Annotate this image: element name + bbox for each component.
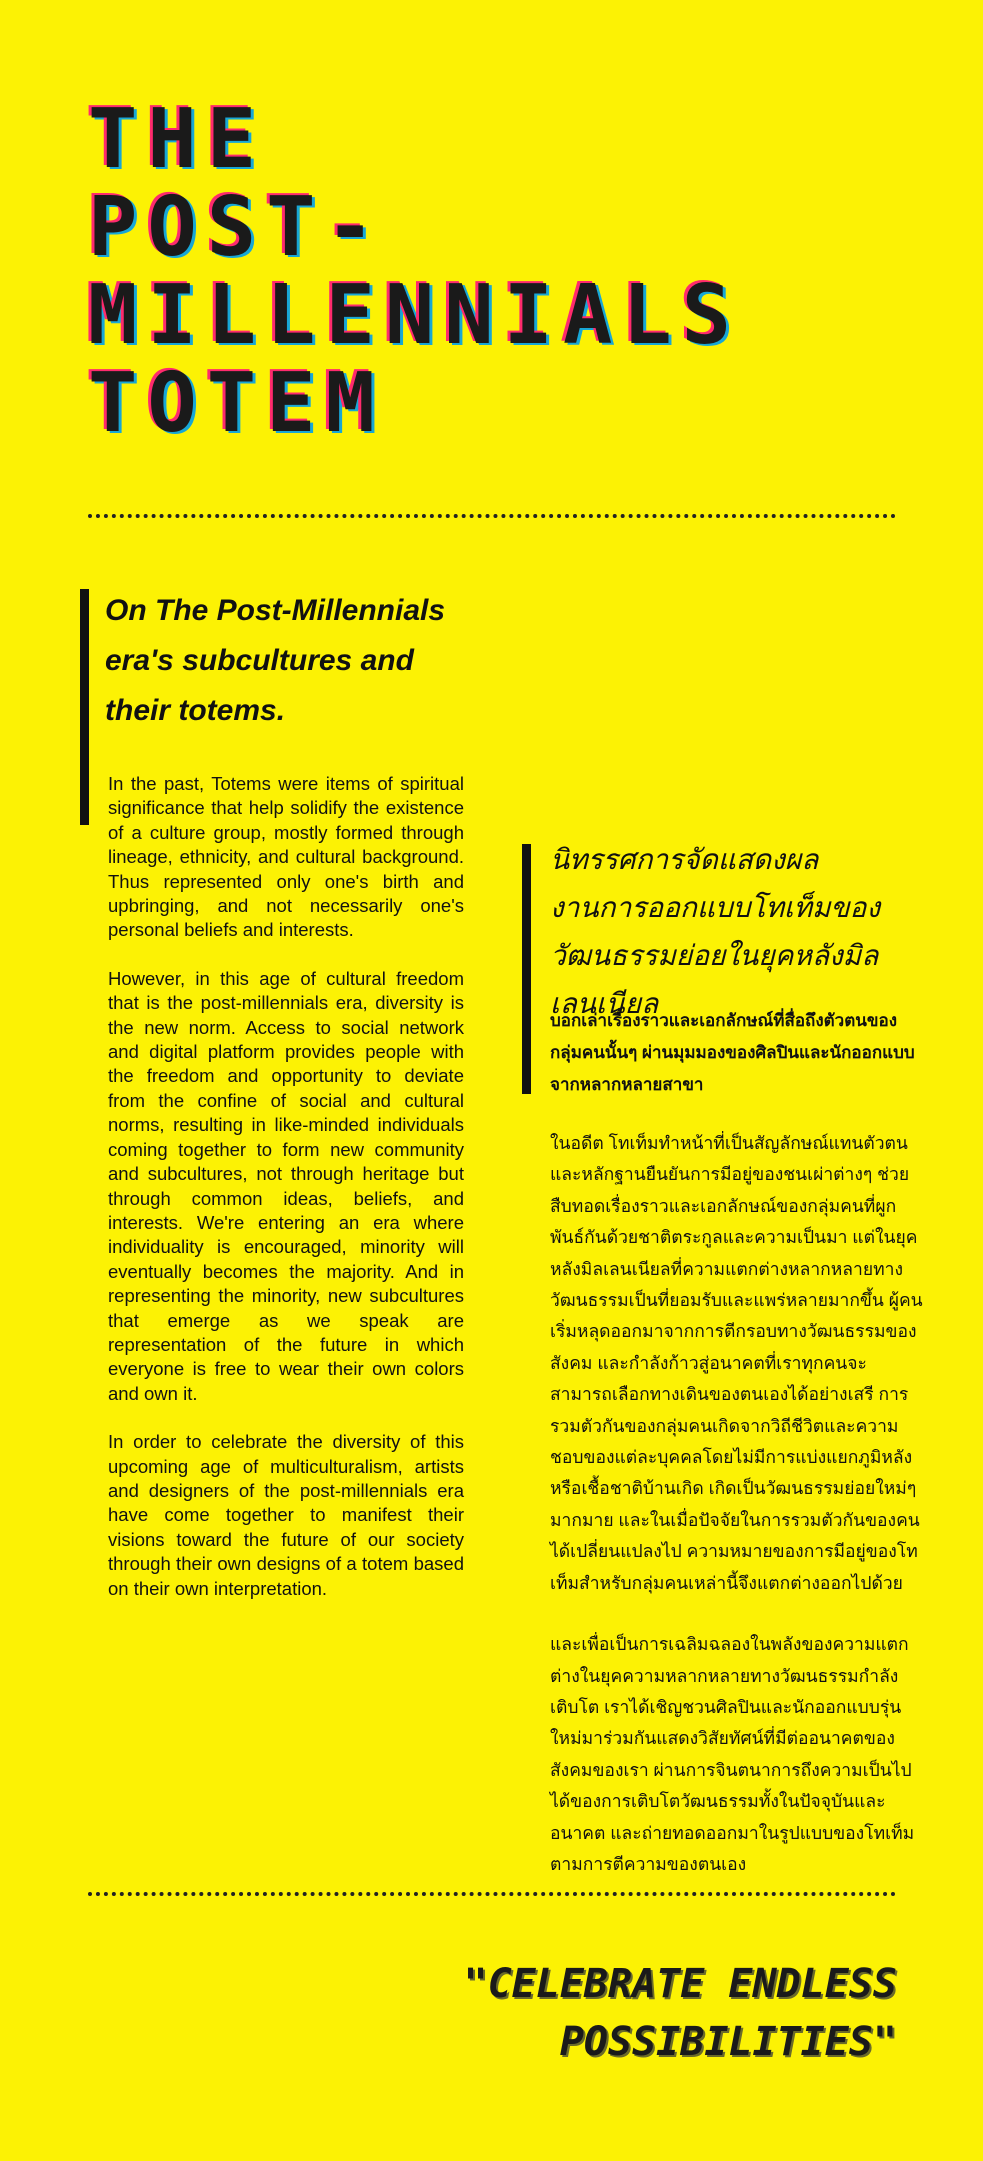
thai-subtitle: บอกเล่าเรื่องราวและเอกลักษณ์ที่สื่อถึงตัวตนของกลุ่มคนนั้นๆ ผ่านมุมมองของศิลปินและนักออกแบบจากหลากหลายสาขา (550, 1011, 915, 1094)
english-body (108, 772, 464, 1625)
english-paragraph-3: In order to celebrate the diversity of this upcoming age of multiculturalism, artists and designers of the post-millennials era have come together to manifest their visions toward the future of our society through their own designs of a totem based on their own interpretation. (108, 1431, 464, 1599)
closing-quote (464, 1955, 897, 2071)
dotted-divider-top (88, 514, 896, 518)
title-line-2: POST- (88, 180, 385, 275)
dotted-divider-bottom (88, 1892, 896, 1896)
quote-line-2: POSSIBILITIES" (559, 2019, 897, 2065)
thai-intro-heading: นิทรรศการจัดแสดงผลงานการออกแบบโทเท็มของวัฒนธรรมย่อยในยุคหลังมิลเลนเนียล (550, 844, 881, 1019)
title-line-1: THE (88, 92, 267, 187)
english-paragraph-2: However, in this age of cultural freedom that is the post-millennials era, diversity is the new norm. Access to social network and digital platform provides people with the freedom and opportunity to deviate from the confine of social and cultural norms, resulting in like-minded individuals coming together to form new community and subcultures, not through heritage but through common ideas, beliefs, and interests. We're entering an era where individuality is encouraged, minority will eventually becomes the majority. And in representing the minority, new subcultures that emerge as we speak are representation of the future in which everyone is free to wear their own colors and own it. (108, 967, 464, 1404)
title-line-4: TOTEM (88, 356, 385, 451)
english-intro-heading: On The Post-Millennials era's subcultures and their totems. (105, 594, 446, 727)
thai-paragraph-2: และเพื่อเป็นการเฉลิมฉลองในพลังของความแตกต่างในยุคความหลากหลายทางวัฒนธรรมกำลังเติบโต เราได้เชิญชวนศิลปินและนักออกแบบรุ่นใหม่มาร่วมกันแสดงวิสัยทัศน์ที่มีต่ออนาคตของสังคมของเรา ผ่านการจินตนาการถึงความเป็นไปได้ของการเติบโตวัฒนธรรมทั้งในปัจจุบันและอนาคต และถ่ายทอดออกมาในรูปแบบของโทเท็มตามการตีความของตนเอง (550, 1634, 915, 1874)
english-accent-bar (80, 589, 89, 825)
english-paragraph-1: In the past, Totems were items of spiritual significance that help solidify the existence of a culture group, mostly formed through lineage, ethnicity, and cultural background. Thus represented only one's birth and upbringing, and not necessarily one's personal beliefs and interests. (108, 773, 464, 941)
title-line-3: MILLENNIALS (88, 268, 742, 363)
page-title (88, 92, 742, 451)
thai-accent-bar (522, 844, 531, 1094)
thai-paragraph-1: ในอดีต โทเท็มทำหน้าที่เป็นสัญลักษณ์แทนตัวตน และหลักฐานยืนยันการมีอยู่ของชนเผ่าต่างๆ ช่วยสืบทอดเรื่องราวและเอกลักษณ์ของกลุ่มคนที่ผูกพันธ์กันด้วยชาติตระกูลและความเป็นมา แต่ในยุคหลังมิลเลนเนียลที่ความแตกต่างหลากหลายทางวัฒนธรรมเป็นที่ยอมรับและแพร่หลายมากขึ้น ผู้คนเริ่มหลุดออกมาจากการตีกรอบทางวัฒนธรรมของสังคม และกำลังก้าวสู่อนาคตที่เราทุกคนจะสามารถเลือกทางเดินของตนเองได้อย่างเสรี การรวมตัวกันของกลุ่มคนเกิดจากวิถีชีวิตและความชอบของแต่ละบุคคลโดยไม่มีการแบ่งแยกภูมิหลังหรือเชื้อชาติบ้านเกิด เกิดเป็นวัฒนธรรมย่อยใหม่ๆมากมาย และในเมื่อปัจจัยในการรวมตัวกันของคนได้เปลี่ยนแปลงไป ความหมายของการมีอยู่ของโทเท็มสำหรับกลุ่มคนเหล่านี้จึงแตกต่างออกไปด้วย (550, 1133, 923, 1593)
thai-body (550, 1128, 925, 1910)
quote-line-1: "CELEBRATE ENDLESS (463, 1961, 897, 2007)
